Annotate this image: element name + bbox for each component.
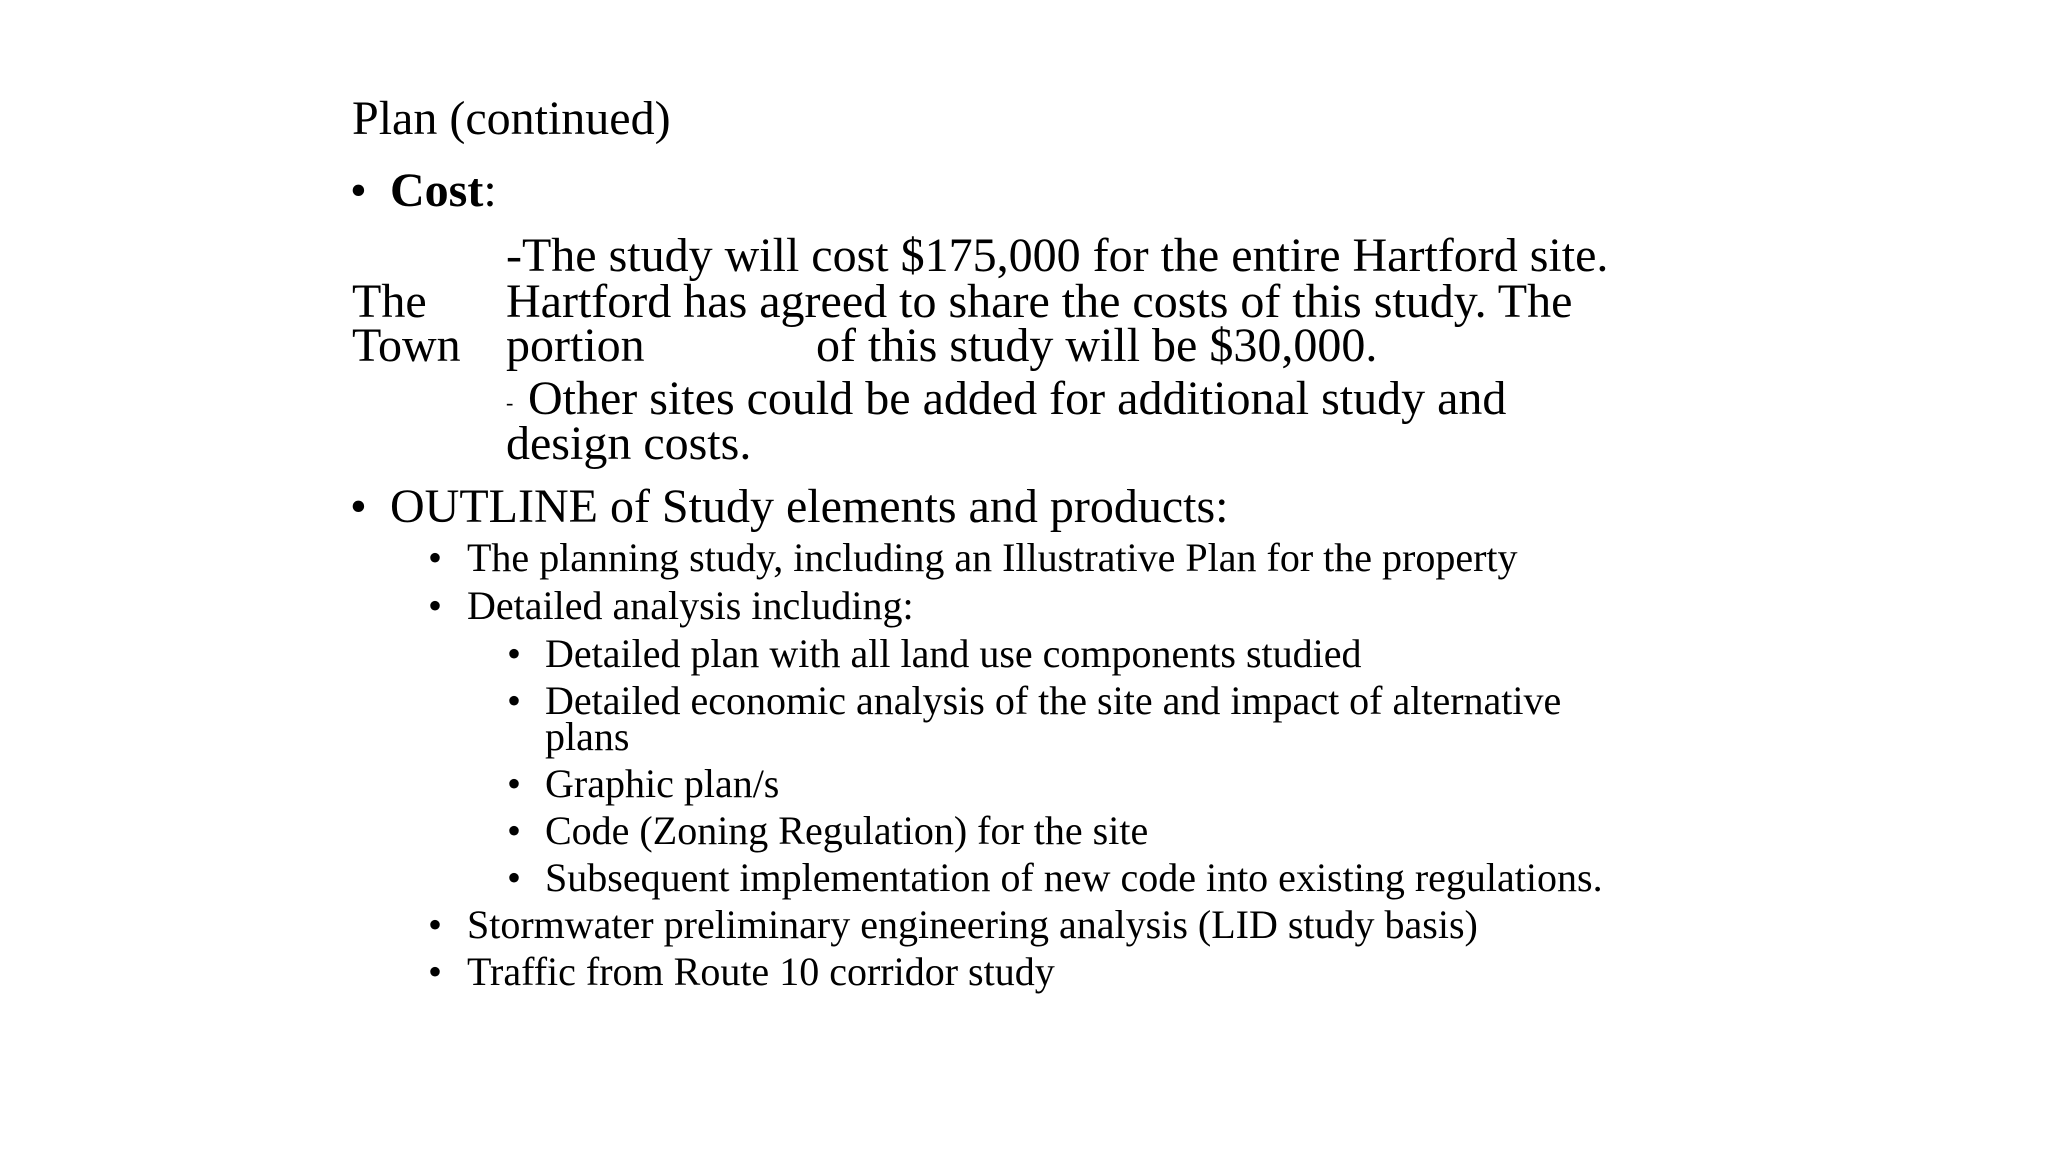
- cost-line-2: Hartford has agreed to share the costs of this study. The: [506, 275, 1573, 328]
- bullet-marker: •: [507, 808, 522, 853]
- outline-sub-item: Detailed economic analysis of the site and impact of alternative: [545, 678, 1562, 723]
- cost-line-5: design costs.: [506, 417, 752, 470]
- bullet-marker: •: [428, 583, 443, 628]
- bullet-marker: •: [350, 164, 367, 217]
- cost-side-word-the: The: [352, 275, 427, 328]
- bullet-marker: •: [507, 631, 522, 676]
- outline-sub-item-continuation: plans: [545, 714, 630, 759]
- bullet-marker: •: [428, 535, 443, 580]
- cost-label: Cost: [390, 164, 484, 217]
- bullet-marker: •: [428, 902, 443, 947]
- outline-item: Traffic from Route 10 corridor study: [467, 949, 1055, 994]
- cost-dash: -: [506, 390, 514, 415]
- outline-item: Detailed analysis including:: [467, 583, 914, 628]
- outline-sub-item: Code (Zoning Regulation) for the site: [545, 808, 1149, 853]
- bullet-marker: •: [428, 949, 443, 994]
- cost-line-1: -The study will cost $175,000 for the entire Hartford site.: [506, 229, 1609, 282]
- bullet-marker: •: [507, 855, 522, 900]
- cost-heading: [390, 164, 497, 217]
- bullet-marker: •: [507, 761, 522, 806]
- bullet-marker: •: [507, 678, 522, 723]
- cost-side-word-town: Town: [352, 319, 461, 372]
- cost-line-4: Other sites could be added for additional study and: [528, 372, 1507, 425]
- outline-item: The planning study, including an Illustrative Plan for the property: [467, 535, 1518, 580]
- cost-line-3a: portion: [506, 319, 645, 372]
- cost-line-3b: of this study will be $30,000.: [816, 319, 1378, 372]
- outline-heading: OUTLINE of Study elements and products:: [390, 480, 1229, 533]
- outline-item: Stormwater preliminary engineering analysis (LID study basis): [467, 902, 1478, 947]
- bullet-marker: •: [350, 480, 367, 533]
- outline-sub-item: Detailed plan with all land use components studied: [545, 631, 1362, 676]
- cost-colon: :: [483, 164, 497, 217]
- outline-sub-item: Subsequent implementation of new code into existing regulations.: [545, 855, 1603, 900]
- slide-title: Plan (continued): [352, 92, 671, 145]
- outline-sub-item: Graphic plan/s: [545, 761, 780, 806]
